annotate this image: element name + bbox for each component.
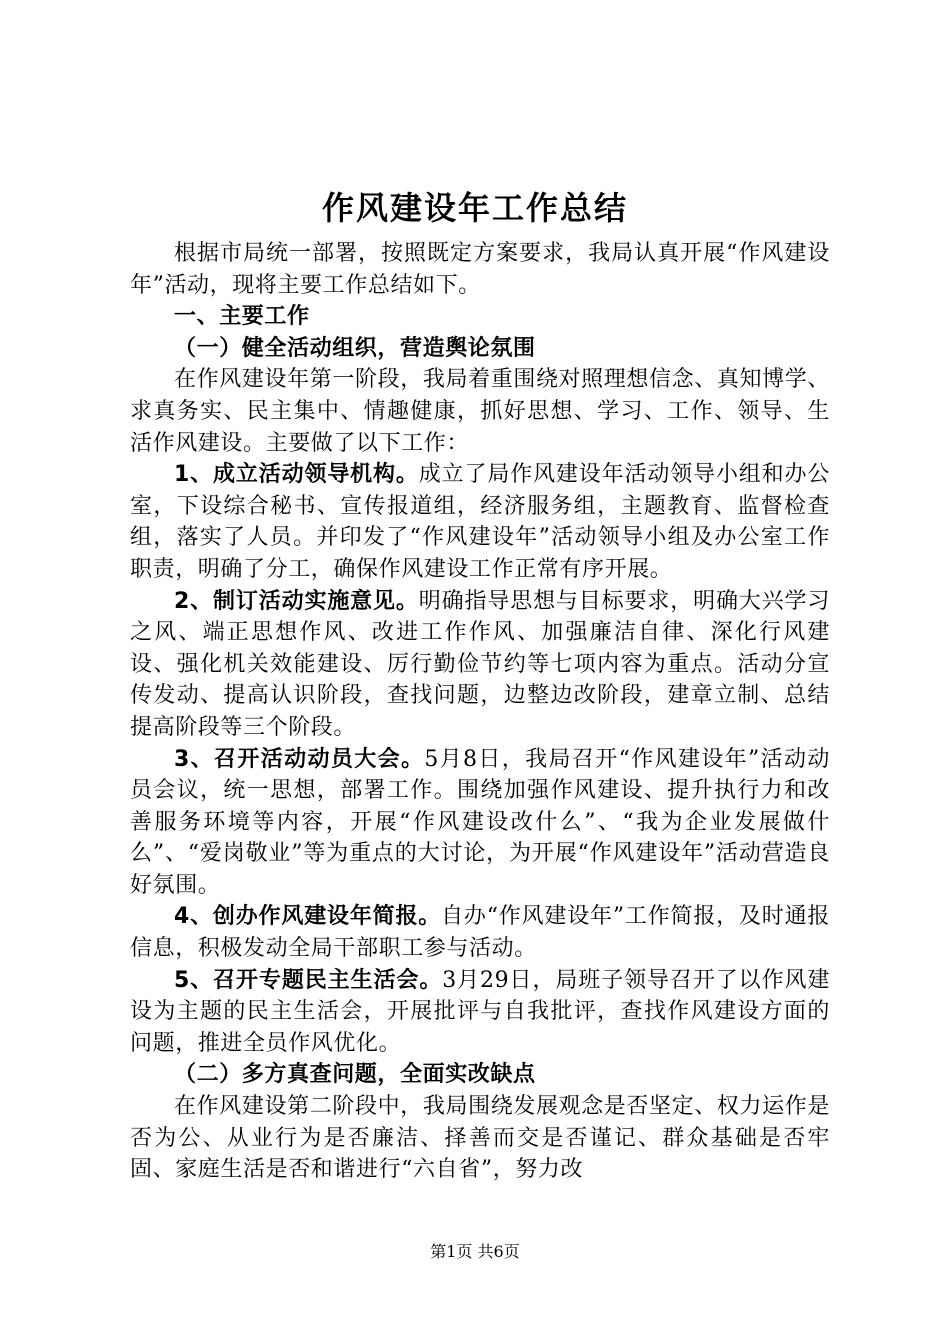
section-heading-main-work: 一、主要工作 bbox=[174, 304, 310, 330]
item-lead: 2、制订活动实施意见。 bbox=[174, 588, 419, 614]
intro-paragraph: 根据市局统一部署，按照既定方案要求，我局认真开展“作风建设年”活动，现将主要工作总结如下。 bbox=[130, 241, 830, 298]
document-body bbox=[130, 238, 830, 1186]
item-lead: 5、召开专题民主生活会。 bbox=[174, 967, 443, 993]
item-lead: 1、成立活动领导机构。 bbox=[174, 462, 419, 488]
list-item bbox=[130, 744, 830, 902]
subsection-2-paragraph: 在作风建设第二阶段中，我局围绕发展观念是否坚定、权力运作是否为公、从业行为是否廉洁、择善而交是否谨记、群众基础是否牢固、家庭生活是否和谐进行“六自省”，努力改 bbox=[130, 1094, 830, 1183]
item-lead: 4、创办作风建设年简报。 bbox=[174, 904, 442, 930]
list-item bbox=[130, 901, 830, 964]
subsection-heading-2: （二）多方真查问题，全面实改缺点 bbox=[174, 1062, 536, 1088]
item-text: 成立了局作风建设年活动领导小组和办公室，下设综合秘书、宣传报道组，经济服务组，主题教育、监督检查组，落实了人员。并印发了“作风建设年”活动领导小组及办公室工作职责，明确了分工，确保作风建设工作正常有序开展。 bbox=[130, 462, 830, 582]
item-text: 自办“作风建设年”工作简报，及时通报信息，积极发动全局干部职工参与活动。 bbox=[130, 904, 831, 962]
list-item bbox=[130, 965, 830, 1060]
page-number-footer: 第1页 共6页 bbox=[430, 1242, 520, 1261]
item-text: 5月8日，我局召开“作风建设年”活动动员会议，统一思想，部署工作。围绕加强作风建设、提升执行力和改善服务环境等内容，开展“作风建设改什么”、“我为企业发展做什么”、“爱岗敬业”等为重点的大讨论，为开展“作风建设年”活动营造良好氛围。 bbox=[130, 746, 830, 898]
document-title: 作风建设年工作总结 bbox=[321, 189, 628, 227]
item-lead: 3、召开活动动员大会。 bbox=[174, 746, 425, 772]
item-text: 明确指导思想与目标要求，明确大兴学习之风、端正思想作风、改进工作作风、加强廉洁自律、深化行风建设、强化机关效能建设、厉行勤俭节约等七项内容为重点。活动分宣传发动、提高认识阶段，查找问题，边整边改阶段，建章立制、总结提高阶段等三个阶段。 bbox=[130, 588, 830, 740]
item-text: 3月29日，局班子领导召开了以作风建设为主题的民主生活会，开展批评与自我批评，查找作风建设方面的问题，推进全员作风优化。 bbox=[130, 967, 830, 1056]
subsection-heading-1: （一）健全活动组织，营造舆论氛围 bbox=[174, 335, 536, 361]
list-item bbox=[130, 459, 830, 585]
subsection-1-intro: 在作风建设年第一阶段，我局着重围绕对照理想信念、真知博学、求真务实、民主集中、情趣健康，抓好思想、学习、工作、领导、生活作风建设。主要做了以下工作： bbox=[130, 367, 830, 456]
list-item bbox=[130, 586, 830, 744]
